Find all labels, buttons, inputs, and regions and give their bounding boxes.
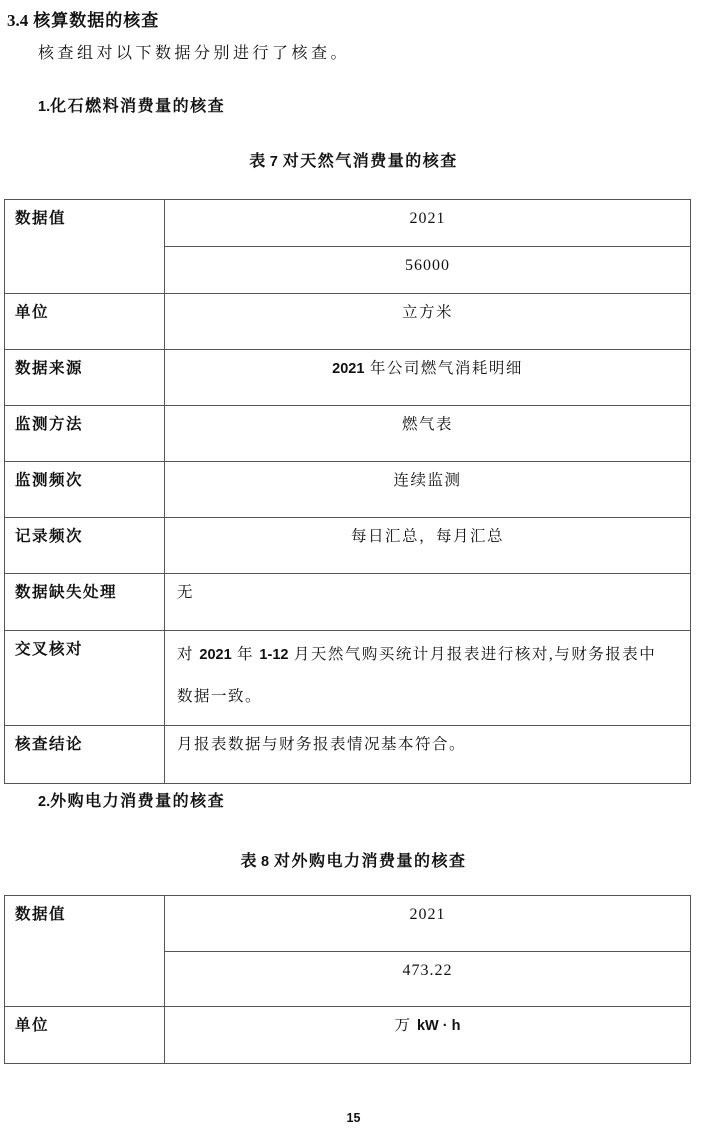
row-label-data-source: 数据来源	[5, 350, 165, 406]
table-row-cross-check	[5, 631, 691, 726]
subsection-title: 外购电力消费量的核查	[50, 793, 226, 810]
table-row-data-value-year	[5, 896, 691, 952]
cell-recording-frequency: 每日汇总，每月汇总	[165, 518, 691, 574]
cell-unit: 立方米	[165, 294, 691, 350]
caption-prefix: 表	[249, 153, 267, 170]
subsection-number: 2.	[38, 794, 51, 810]
row-label-cross-check: 交叉核对	[5, 631, 165, 726]
subsection-heading-2	[38, 792, 707, 812]
row-label-conclusion: 核查结论	[5, 726, 165, 784]
table-row-unit	[5, 294, 691, 350]
table-row-missing-data-handling	[5, 574, 691, 631]
cell-cross-check	[165, 631, 691, 726]
table-row-monitoring-frequency	[5, 462, 691, 518]
table-row-monitoring-method	[5, 406, 691, 462]
table8-caption	[0, 851, 707, 873]
intro-paragraph: 核查组对以下数据分别进行了核查。	[38, 45, 351, 62]
caption-number: 8	[260, 854, 270, 870]
caption-number: 7	[269, 154, 278, 170]
table-row-verification-conclusion	[5, 726, 691, 784]
row-label-unit: 单位	[5, 1007, 165, 1064]
caption-title: 对外购电力消费量的核查	[274, 853, 467, 870]
table7-caption	[0, 151, 707, 173]
section-title: 核算数据的核查	[33, 11, 160, 30]
caption-prefix: 表	[240, 853, 258, 870]
row-label-unit: 单位	[5, 294, 165, 350]
subsection-title: 化石燃料消费量的核查	[50, 98, 226, 115]
cell-year: 2021	[165, 200, 691, 247]
inline-text: 年	[231, 646, 260, 663]
inline-text: 月天然气购买统计月报表进行核对,与财务报表中数据一致。	[177, 646, 657, 705]
inline-number: 1-12	[259, 647, 289, 663]
row-label-recording-frequency: 记录频次	[5, 518, 165, 574]
row-label-monitoring-frequency: 监测频次	[5, 462, 165, 518]
inline-text: 年公司燃气消耗明细	[364, 360, 523, 377]
section-number: 3.4	[7, 11, 29, 30]
table-purchased-electricity-verification	[4, 895, 691, 1064]
page-number: 15	[346, 1111, 361, 1125]
subsection-number: 1.	[38, 99, 51, 115]
row-label-missing-data: 数据缺失处理	[5, 574, 165, 631]
cell-missing-data: 无	[165, 574, 691, 631]
table-row-recording-frequency	[5, 518, 691, 574]
subsection-heading-1	[38, 97, 707, 117]
table-natural-gas-verification	[4, 199, 691, 784]
inline-number: 2021	[332, 361, 365, 377]
cell-amount: 56000	[165, 247, 691, 294]
inline-text: 万	[394, 1017, 417, 1034]
inline-number: kW · h	[416, 1018, 461, 1034]
row-label-monitoring-method: 监测方法	[5, 406, 165, 462]
inline-number: 2021	[199, 647, 232, 663]
inline-text: 对	[177, 646, 200, 663]
section-heading	[7, 10, 707, 32]
cell-amount: 473.22	[165, 952, 691, 1007]
cell-conclusion: 月报表数据与财务报表情况基本符合。	[165, 726, 691, 784]
caption-title: 对天然气消费量的核查	[282, 153, 458, 170]
row-label-data-value: 数据值	[5, 896, 165, 1007]
table-row-data-value-year	[5, 200, 691, 247]
cell-monitoring-frequency: 连续监测	[165, 462, 691, 518]
table-row-data-source	[5, 350, 691, 406]
table-row-unit	[5, 1007, 691, 1064]
row-label-data-value: 数据值	[5, 200, 165, 294]
cell-year: 2021	[165, 896, 691, 952]
cell-data-source	[165, 350, 691, 406]
cell-unit	[165, 1007, 691, 1064]
cell-monitoring-method: 燃气表	[165, 406, 691, 462]
